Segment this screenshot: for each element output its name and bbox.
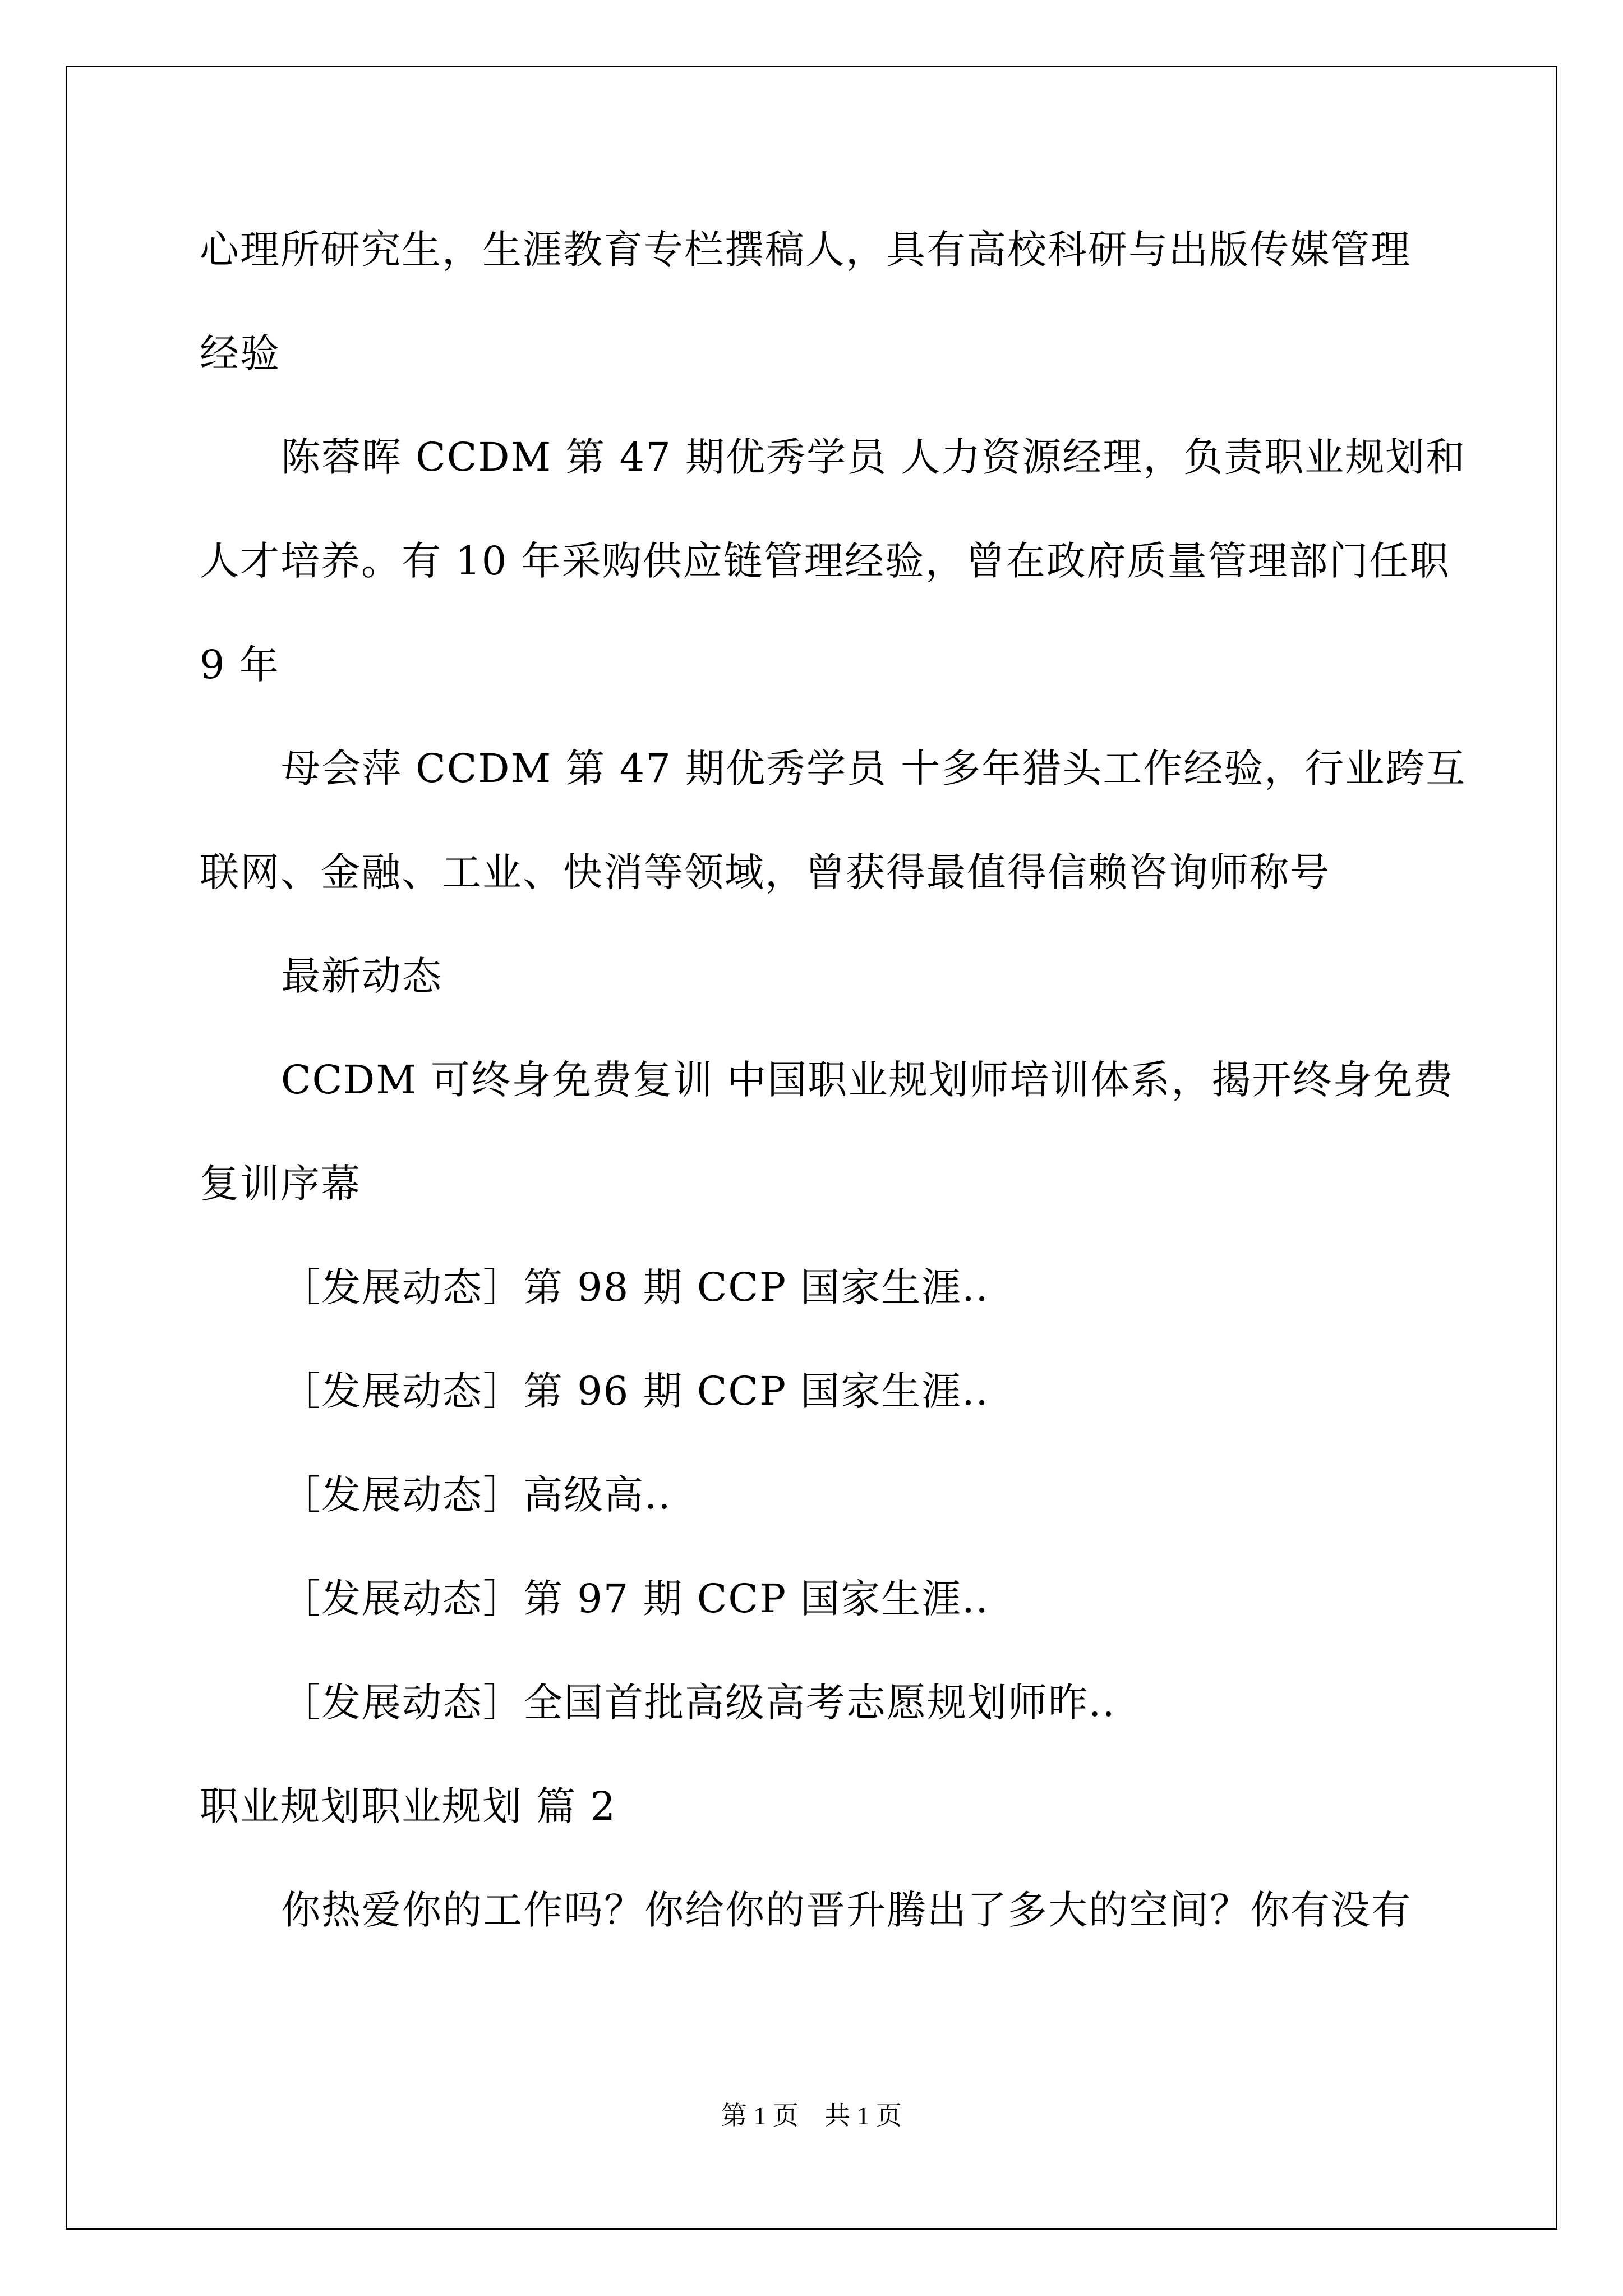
paragraph-line: 你热爱你的工作吗？你给你的晋升腾出了多大的空间？你有没有	[281, 1887, 1412, 1933]
paragraph-line: CCDM 可终身免费复训 中国职业规划师培训体系，揭开终身免费	[281, 1057, 1454, 1103]
paragraph-line: 心理所研究生，生涯教育专栏撰稿人，具有高校科研与出版传媒管理	[200, 227, 1411, 273]
paragraph-line: 陈蓉晖 CCDM 第 47 期优秀学员 人力资源经理，负责职业规划和	[281, 434, 1467, 480]
paragraph-line: 人才培养。有 10 年采购供应链管理经验，曾在政府质量管理部门任职	[200, 538, 1450, 584]
news-item: ［发展动态］第 96 期 CCP 国家生涯..	[281, 1368, 989, 1414]
paragraph-line: 母会萍 CCDM 第 47 期优秀学员 十多年猎头工作经验，行业跨互	[281, 746, 1467, 792]
paragraph-line: 联网、金融、工业、快消等领域，曾获得最值得信赖咨询师称号	[200, 849, 1330, 895]
paragraph-line: 复训序幕	[200, 1161, 361, 1207]
page-number: 第 1 页 共 1 页	[721, 2101, 902, 2130]
news-item: ［发展动态］第 98 期 CCP 国家生涯..	[281, 1264, 989, 1310]
news-item: ［发展动态］全国首批高级高考志愿规划师昨..	[281, 1680, 1116, 1726]
news-item: ［发展动态］高级高..	[281, 1472, 672, 1518]
section-title: 最新动态	[281, 953, 442, 999]
chapter-heading: 职业规划职业规划 篇 2	[200, 1783, 617, 1829]
paragraph-line: 经验	[200, 330, 280, 376]
paragraph-line: 9 年	[200, 642, 280, 688]
news-item: ［发展动态］第 97 期 CCP 国家生涯..	[281, 1576, 989, 1622]
